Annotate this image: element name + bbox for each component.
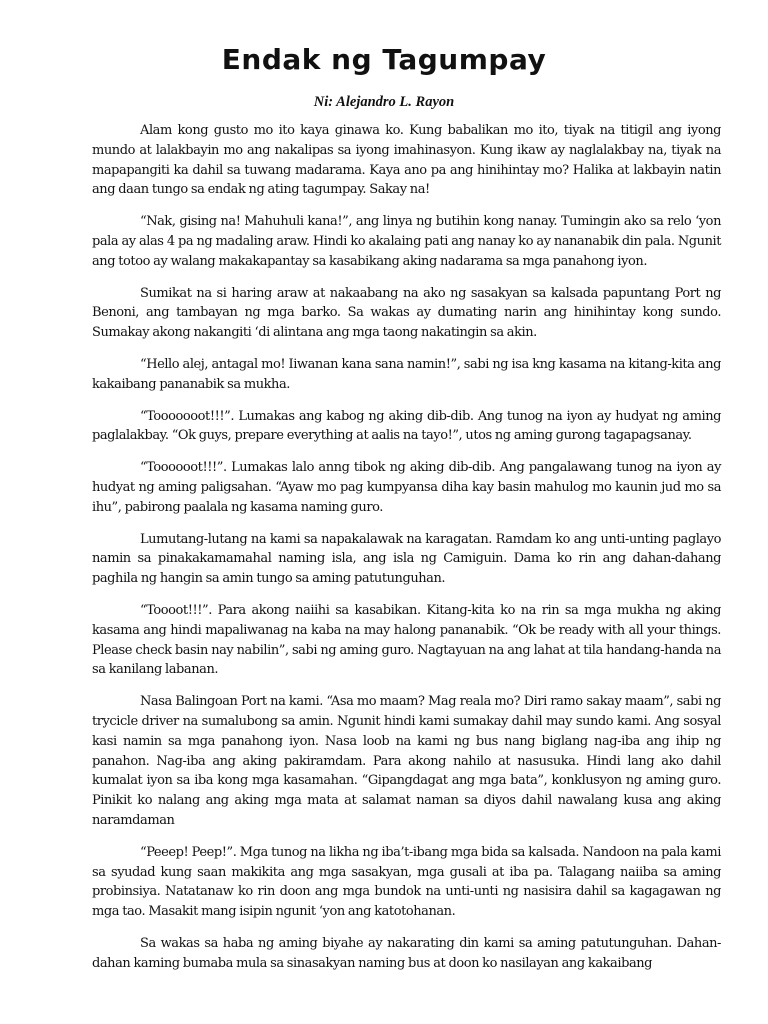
paragraph: Alam kong gusto mo ito kaya ginawa ko. Kung babalikan mo ito, tiyak na titigil ang iyong mundo at lalakbayin mo ang nakalipas sa iyong imahinasyon. Kung ikaw ay naglalakbay na, tiyak na mapapangiti ka dahil sa tuwang madarama. Kaya ano pa ang hinihintay mo? Halika at lakbayin natin ang daan tungo sa endak ng ating tagumpay. Sakay na! bbox=[92, 123, 721, 198]
paragraph: Lumutang-lutang na kami sa napakalawak na karagatan. Ramdam ko ang unti-unting paglayo namin sa pinakakamamahal naming isla, ang isla ng Camiguin. Dama ko rin ang dahan-dahang paghila ng hangin sa amin tungo sa aming patutunguhan. bbox=[92, 531, 721, 587]
document-body bbox=[92, 121, 721, 985]
paragraph: Sa wakas sa haba ng aming biyahe ay nakarating din kami sa aming patutunguhan. Dahan-dahan kaming bumaba mula sa sinasakyan naming bus at doon ko nasilayan ang kakaibang bbox=[92, 935, 721, 971]
paragraph: “Toooot!!!”. Para akong naiihi sa kasabikan. Kitang-kita ko na rin sa mga mukha ng aking kasama ang hindi mapaliwanag na kaba na may halong pananabik. “Ok be ready with all your things. Please check basin nay nabilin”, sabi ng aming guro. Nagtayuan na ang lahat at tila handang-handa na sa kanilang labanan. bbox=[92, 602, 721, 678]
paragraph: “Toooooot!!!”. Lumakas lalo anng tibok ng aking dib-dib. Ang pangalawang tunog na iyon ay hudyat ng aming paligsahan. “Ayaw mo pag kumpyansa diha kay basin mahulog mo kaunin jud mo sa ihu”, pabirong paalala ng kasama naming guro. bbox=[92, 460, 721, 515]
document-title: Endak ng Tagumpay bbox=[221, 43, 547, 76]
paragraph: “Hello alej, antagal mo! Iiwanan kana sana namin!”, sabi ng isa kng kasama na kitang-kita ang kakaibang pananabik sa mukha. bbox=[92, 356, 721, 392]
paragraph: Sumikat na si haring araw at nakaabang na ako ng sasakyan sa kalsada papuntang Port ng Benoni, ang tambayan ng mga barko. Sa wakas ay dumating narin ang hinihintay kong sundo. Sumakay akong nakangiti ‘di alintana ang mga taong nakatingin sa akin. bbox=[92, 285, 721, 341]
author-line: Ni: Alejandro L. Rayon bbox=[313, 94, 455, 110]
paragraph: “Nak, gising na! Mahuhuli kana!”, ang linya ng butihin kong nanay. Tumingin ako sa relo ‘yon pala ay alas 4 pa ng madaling araw. Hindi ko akalaing pati ang nanay ko ay nananabik din pala. Ngunit ang totoo ay walang makakapantay sa kasabikang aking nadarama sa mga panahong iyon. bbox=[92, 214, 721, 269]
paragraph: “Peeep! Peep!”. Mga tunog na likha ng iba’t-ibang mga bida sa kalsada. Nandoon na pala kami sa syudad kung saan makikita ang mga sasakyan, mga gusali at iba pa. Talagang naiiba sa aming probinsiya. Natatanaw ko rin doon ang mga bundok na unti-unti ng nasisira dahil sa kagagawan ng mga tao. Masakit mang isipin ngunit ‘yon ang katotohanan. bbox=[92, 844, 721, 920]
paragraph: “Tooooooot!!!”. Lumakas ang kabog ng aking dib-dib. Ang tunog na iyon ay hudyat ng aming paglalakbay. “Ok guys, prepare everything at aalis na tayo!”, utos ng aming gurong tagapagsanay. bbox=[92, 408, 721, 444]
paragraph: Nasa Balingoan Port na kami. “Asa mo maam? Mag reala mo? Diri ramo sakay maam”, sabi ng trycicle driver na sumalubong sa amin. Ngunit hindi kami sumakay dahil may sundo kami. Ang sosyal kasi namin sa mga panahong iyon. Nasa loob na kami ng bus nang biglang nag-iba ang ihip ng panahon. Nag-iba ang aking pakiramdam. Para akong nahilo at nasusuka. Hindi lang ako dahil kumalat iyon sa iba kong mga kasamahan. “Gipangdagat ang mga bata”, konklusyon ng aming guro. Pinikit ko nalang ang aking mga mata at salamat naman sa diyos dahil nawalang kusa ang aking naramdaman bbox=[92, 694, 721, 828]
